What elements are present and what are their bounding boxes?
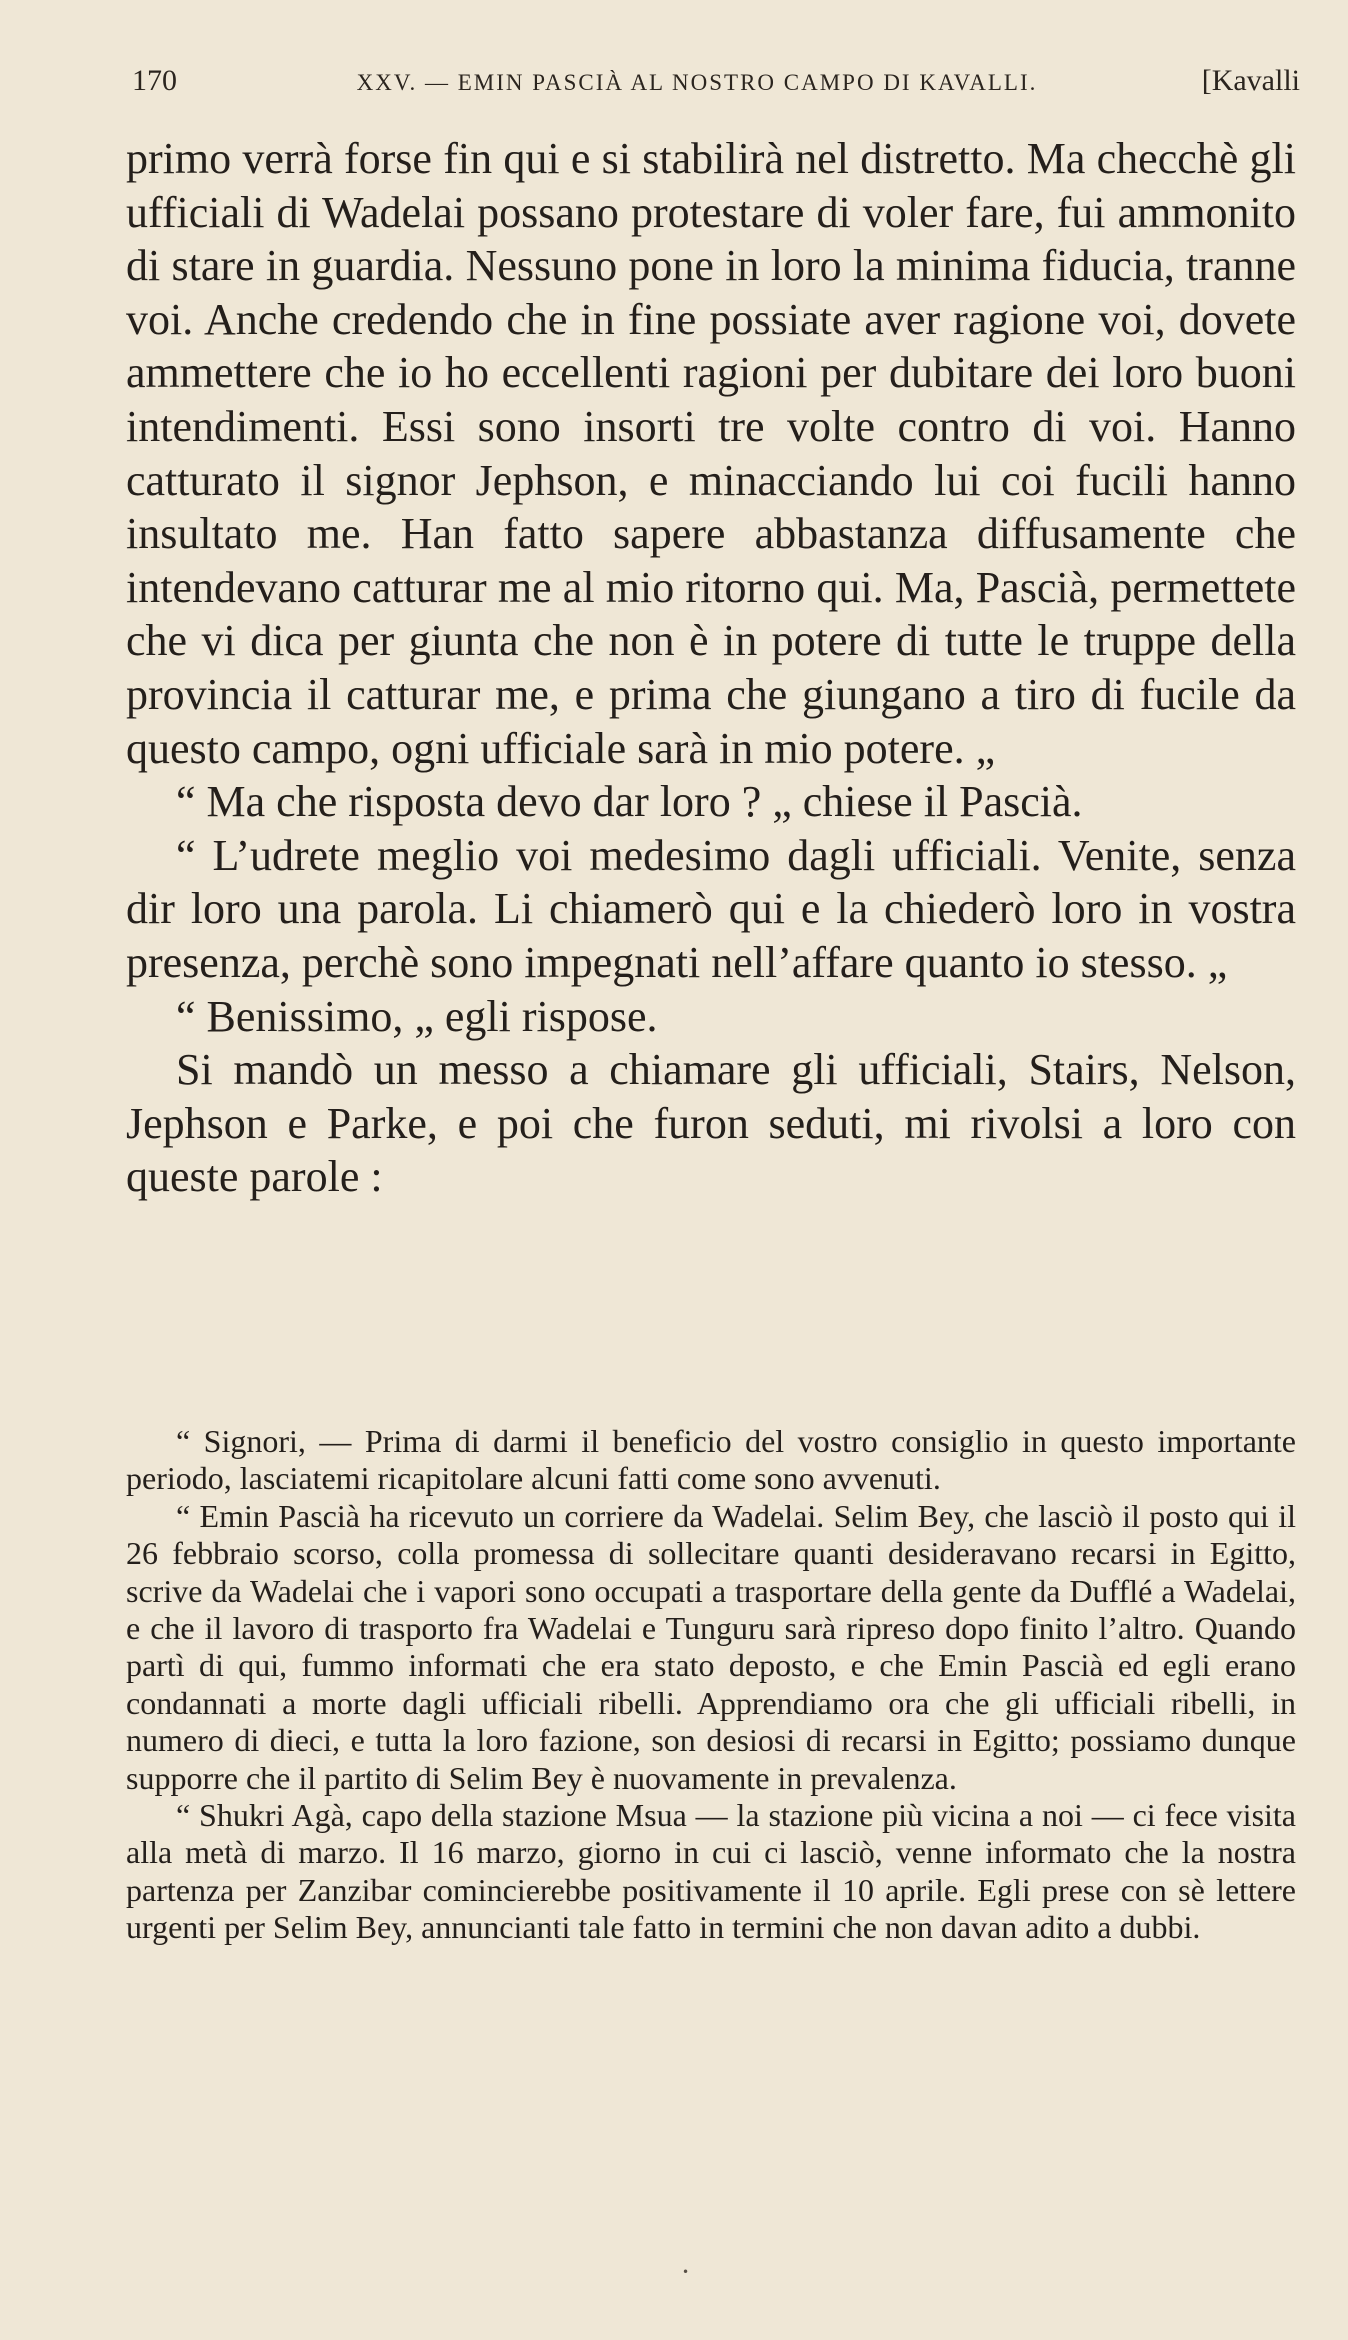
letter-paragraph-3: “ Shukri Agà, capo della stazione Msua — la stazione più vicina a noi — ci fece visita alla metà di marzo. Il 16 marzo, giorno in cui ci lasciò, venne informato che la nostra partenza per Zanzibar comincierebbe positivamente il 10 aprile. Egli prese con sè lettere urgenti per Selim Bey, annuncianti tale fatto in termini che non davan adito a dubbi. bbox=[126, 1797, 1296, 1946]
running-title: XXV. — EMIN PASCIÀ AL NOSTRO CAMPO DI KAVALLI. bbox=[356, 70, 1038, 95]
main-paragraph-5: Si mandò un messo a chiamare gli ufficiali, Stairs, Nelson, Jephson e Parke, e poi che furon seduti, mi rivolsi a loro con queste parole : bbox=[126, 1045, 1296, 1202]
main-paragraph-4: “ Benissimo, „ egli rispose. bbox=[176, 991, 658, 1041]
main-paragraph-2: “ Ma che risposta devo dar loro ? „ chiese il Pascià. bbox=[176, 777, 1083, 827]
page-number: 170 bbox=[132, 64, 177, 97]
letter-paragraph-2: “ Emin Pascià ha ricevuto un corriere da Wadelai. Selim Bey, che lasciò il posto qui il 26 febbraio scorso, colla promessa di sollecitare quanti desideravano recarsi in Egitto, scrive da Wadelai che i vapori sono occupati a trasportare della gente da Dufflé a Wadelai, e che il lavoro di trasporto fra Wadelai e Tunguru sarà ripreso dopo finito l’altro. Quando partì di qui, fummo informati che era stato deposto, e che Emin Pascià ed egli erano condannati a morte dagli ufficiali ribelli. Apprendiamo ora che gli ufficiali ribelli, in numero di dieci, e tutta la loro fazione, son desiosi di recarsi in Egitto; possiamo dunque supporre che il partito di Selim Bey è nuovamente in prevalenza. bbox=[126, 1497, 1296, 1796]
letter-text bbox=[126, 1423, 1296, 1947]
main-paragraph-3: “ L’udrete meglio voi medesimo dagli ufficiali. Venite, senza dir loro una parola. Li chiamerò qui e la chiederò loro in vostra presenza, perchè sono impegnati nell’affare quanto io stesso. „ bbox=[126, 830, 1296, 987]
page-header bbox=[132, 64, 1300, 104]
header-place: [Kavalli bbox=[1201, 64, 1300, 97]
page-mark: • bbox=[682, 2265, 690, 2279]
letter-paragraph-1: “ Signori, — Prima di darmi il beneficio del vostro consiglio in questo importante periodo, lasciatemi ricapitolare alcuni fatti come sono avvenuti. bbox=[126, 1423, 1296, 1497]
main-text bbox=[126, 132, 1296, 1204]
main-paragraph-1: primo verrà forse fin qui e si stabilirà nel distretto. Ma checchè gli ufficiali di Wadelai possano protestare di voler fare, fui ammonito di stare in guardia. Nessuno pone in loro la minima fiducia, tranne voi. Anche credendo che in fine possiate aver ragione voi, dovete ammettere che io ho eccellenti ragioni per dubitare dei loro buoni intendimenti. Essi sono insorti tre volte contro di voi. Hanno catturato il signor Jephson, e minacciando lui coi fucili hanno insultato me. Han fatto sapere abbastanza diffusamente che intendevano catturar me al mio ritorno qui. Ma, Pascià, permettete che vi dica per giunta che non è in potere di tutte le truppe della provincia il catturar me, e prima che giungano a tiro di fucile da questo campo, ogni ufficiale sarà in mio potere. „ bbox=[126, 134, 1296, 773]
